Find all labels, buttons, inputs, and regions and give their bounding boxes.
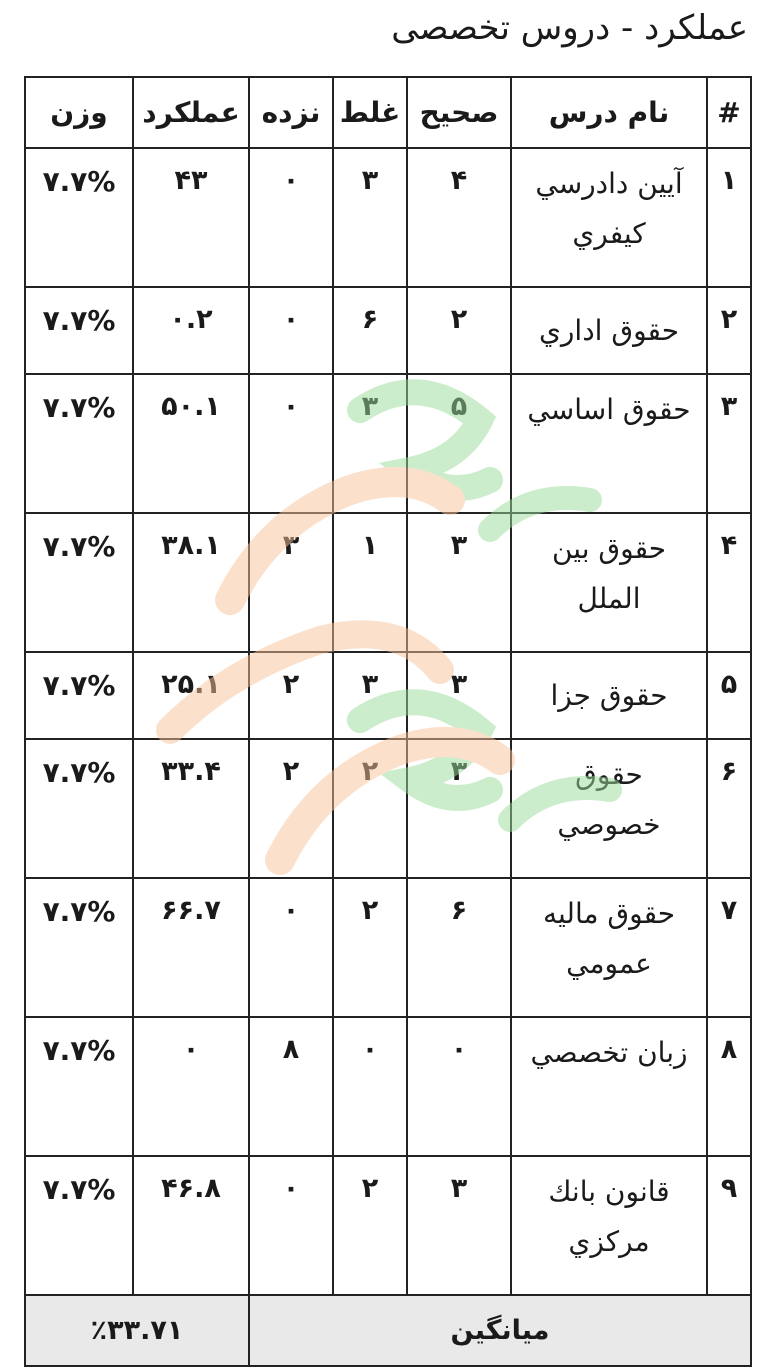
wrong-count: ۶ [333, 287, 407, 374]
wrong-count: ۱ [333, 513, 407, 652]
table-row [25, 878, 751, 1017]
blank-count: ۰ [249, 374, 333, 513]
row-index: ۹ [707, 1156, 751, 1295]
column-header-blank: نزده [249, 77, 333, 148]
wrong-count: ۰ [333, 1017, 407, 1156]
course-name: قانون بانك مركزي [511, 1156, 707, 1295]
course-name: آيين دادرسي كيفري [511, 148, 707, 287]
course-name: حقوق اساسي [511, 374, 707, 513]
page-title: عملکرد - دروس تخصصی [391, 8, 748, 48]
course-name: زبان تخصصي [511, 1017, 707, 1156]
blank-count: ۰ [249, 1156, 333, 1295]
table-row [25, 1156, 751, 1295]
row-index: ۳ [707, 374, 751, 513]
course-name: حقوق جزا [511, 652, 707, 739]
score-value: ۵۰.۱ [133, 374, 249, 513]
blank-count: ۰ [249, 148, 333, 287]
average-row [25, 1295, 751, 1366]
correct-count: ۵ [407, 374, 511, 513]
correct-count: ۳ [407, 652, 511, 739]
correct-count: ۴ [407, 148, 511, 287]
correct-count: ۰ [407, 1017, 511, 1156]
average-value: ٪۳۳.۷۱ [25, 1295, 249, 1366]
row-index: ۴ [707, 513, 751, 652]
course-name: حقوق ماليه عمومي [511, 878, 707, 1017]
score-value: ۴۳ [133, 148, 249, 287]
correct-count: ۶ [407, 878, 511, 1017]
course-name: حقوق اداري [511, 287, 707, 374]
weight-value: ۷.۷% [25, 287, 133, 374]
score-value: ۰.۲ [133, 287, 249, 374]
weight-value: ۷.۷% [25, 148, 133, 287]
average-label: میانگین [249, 1295, 751, 1366]
table-row [25, 1017, 751, 1156]
table-row [25, 513, 751, 652]
table-row [25, 652, 751, 739]
row-index: ۷ [707, 878, 751, 1017]
weight-value: ۷.۷% [25, 1156, 133, 1295]
column-header-name: نام درس [511, 77, 707, 148]
row-index: ۲ [707, 287, 751, 374]
weight-value: ۷.۷% [25, 1017, 133, 1156]
table-row [25, 148, 751, 287]
column-header-wrong: غلط [333, 77, 407, 148]
table-row [25, 287, 751, 374]
score-value: ۳۸.۱ [133, 513, 249, 652]
results-table [24, 76, 752, 1367]
blank-count: ۲ [249, 739, 333, 878]
wrong-count: ۲ [333, 739, 407, 878]
course-name: حقوق خصوصي [511, 739, 707, 878]
column-header-correct: صحیح [407, 77, 511, 148]
weight-value: ۷.۷% [25, 513, 133, 652]
score-value: ۲۵.۱ [133, 652, 249, 739]
weight-value: ۷.۷% [25, 739, 133, 878]
blank-count: ۲ [249, 652, 333, 739]
course-name: حقوق بين الملل [511, 513, 707, 652]
score-value: ۶۶.۷ [133, 878, 249, 1017]
score-value: ۳۳.۴ [133, 739, 249, 878]
wrong-count: ۲ [333, 1156, 407, 1295]
row-index: ۵ [707, 652, 751, 739]
row-index: ۱ [707, 148, 751, 287]
blank-count: ۰ [249, 287, 333, 374]
row-index: ۸ [707, 1017, 751, 1156]
correct-count: ۲ [407, 287, 511, 374]
wrong-count: ۲ [333, 878, 407, 1017]
score-value: ۴۶.۸ [133, 1156, 249, 1295]
table-row [25, 739, 751, 878]
weight-value: ۷.۷% [25, 374, 133, 513]
weight-value: ۷.۷% [25, 652, 133, 739]
correct-count: ۳ [407, 739, 511, 878]
score-value: ۰ [133, 1017, 249, 1156]
wrong-count: ۳ [333, 148, 407, 287]
row-index: ۶ [707, 739, 751, 878]
column-header-score: عملکرد [133, 77, 249, 148]
wrong-count: ۳ [333, 374, 407, 513]
header-row [25, 77, 751, 148]
column-header-weight: وزن [25, 77, 133, 148]
blank-count: ۸ [249, 1017, 333, 1156]
blank-count: ۰ [249, 878, 333, 1017]
correct-count: ۳ [407, 513, 511, 652]
correct-count: ۳ [407, 1156, 511, 1295]
wrong-count: ۳ [333, 652, 407, 739]
blank-count: ۳ [249, 513, 333, 652]
column-header-index: # [707, 77, 751, 148]
weight-value: ۷.۷% [25, 878, 133, 1017]
table-row [25, 374, 751, 513]
